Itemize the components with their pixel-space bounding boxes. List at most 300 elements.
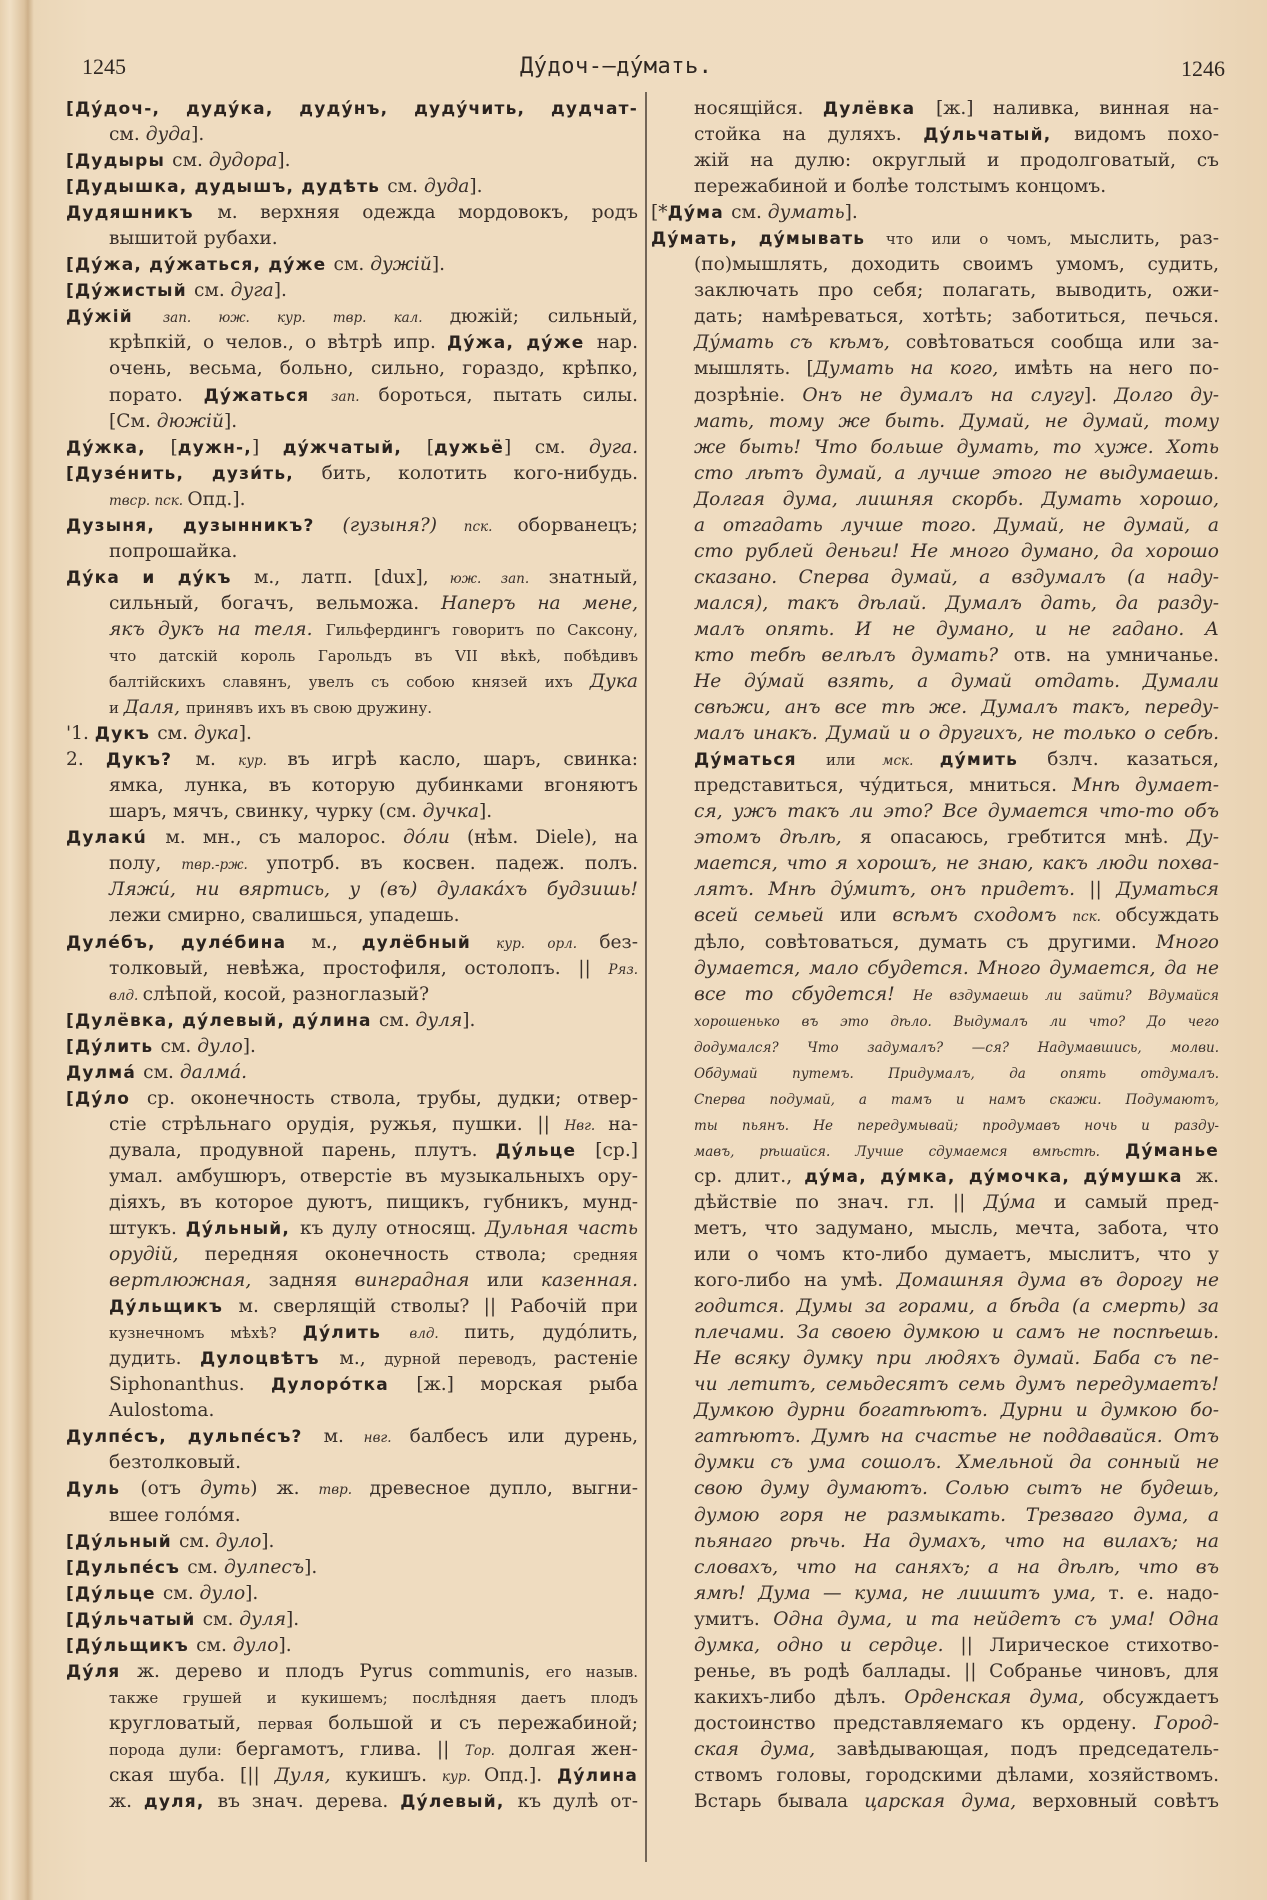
text-line xyxy=(66,1190,638,1216)
italic-text: ты пьянъ. Не передумывай; продумавъ ночь и разду- xyxy=(694,1117,1219,1134)
italic-text: додумался? Что задумалъ? —ся? Надумавшись, молви. xyxy=(694,1039,1219,1056)
body-text: передняя оконечность ствола; xyxy=(204,1244,573,1266)
body-text: обсуждать xyxy=(1115,905,1219,927)
italic-text: (гузыня?) xyxy=(342,514,464,536)
headword: Дукъ xyxy=(94,724,158,745)
italic-text: дуло xyxy=(215,1530,262,1552)
headword: дýмить xyxy=(939,750,1048,771)
text-line xyxy=(66,721,638,747)
italic-text: Дýмать съ кѣмъ, xyxy=(694,332,906,354)
headword: дулёбный xyxy=(361,932,497,953)
body-text: [ xyxy=(426,436,434,458)
headword: Дулёвка xyxy=(822,99,936,119)
text-line xyxy=(66,1607,638,1633)
text-line xyxy=(651,591,1219,617)
body-text: въ игрѣ касло, шаръ, свинка: xyxy=(287,749,638,771)
headword: Дулéбъ, дулéбина xyxy=(66,932,312,953)
body-text: см. xyxy=(172,150,209,172)
body-text: Siphonanthus. xyxy=(109,1374,271,1396)
text-line xyxy=(66,278,638,304)
text-line xyxy=(66,747,638,773)
text-line xyxy=(651,356,1219,382)
headword: [Дульпéсъ xyxy=(66,1557,188,1578)
italic-text: сто лѣтъ думай, а лучше этого не выдумаешь. xyxy=(694,462,1219,484)
headword: Дýлина xyxy=(556,1766,638,1786)
text-line xyxy=(66,1372,638,1398)
text-line xyxy=(651,1164,1219,1190)
italic-text: сказано. Сперва думай, а вздумалъ (а наду- xyxy=(694,566,1219,588)
body-text: задняя xyxy=(268,1270,355,1292)
text-line xyxy=(651,643,1219,669)
body-text: безтолковый. xyxy=(109,1452,242,1474)
text-line xyxy=(651,200,1219,226)
text-line xyxy=(66,956,638,982)
text-line xyxy=(66,513,638,539)
headword: Дулакú xyxy=(66,828,166,849)
body-text: нар. xyxy=(596,332,638,354)
body-text: м., xyxy=(339,1348,385,1370)
italic-text: Дука xyxy=(589,671,638,693)
body-text: ж. xyxy=(109,1791,144,1813)
body-text: носящійся. xyxy=(694,98,823,119)
italic-text: чи летитъ, семьдесятъ семь думъ передумаетъ! xyxy=(694,1374,1219,1396)
italic-text: орудій, xyxy=(109,1244,205,1266)
body-text: ср. оконечность ствола, трубы, дудки; отвер- xyxy=(146,1087,638,1109)
italic-text: Мнѣ думает- xyxy=(1072,775,1219,797)
headword: [Дýльчатый xyxy=(66,1609,203,1630)
text-line xyxy=(66,1711,638,1737)
body-text: ствомъ головы, городскими дѣлами, хозяйствомъ. xyxy=(694,1765,1219,1786)
italic-text: дулпесъ xyxy=(223,1556,305,1578)
body-text: крѣпкій, о челов., о вѣтрѣ ипр. xyxy=(109,332,448,354)
body-text: заключать про себя; полагать, выводить, ожи- xyxy=(694,280,1219,302)
text-line xyxy=(66,1268,638,1294)
body-text: принявъ ихъ въ свою дружину. xyxy=(185,699,433,718)
italic-text: вертлюжная, xyxy=(109,1270,269,1292)
body-text: имѣть на него по- xyxy=(1014,358,1220,380)
body-text: ж. дерево и плодъ Pyrus communis, xyxy=(136,1660,546,1682)
text-line xyxy=(651,1216,1219,1242)
text-line xyxy=(66,1659,638,1685)
text-line xyxy=(651,1060,1219,1086)
text-line xyxy=(651,1659,1219,1685)
body-text: что или о чомъ, xyxy=(885,230,1070,249)
body-text: (нѣм. Diele), на xyxy=(467,827,638,849)
body-text: кузнечномъ мѣхѣ? xyxy=(109,1324,303,1343)
body-text: ж. xyxy=(1195,1165,1219,1187)
body-text: [ж.] наливка, винная на- xyxy=(935,98,1219,119)
text-line xyxy=(66,695,638,721)
headword: Дýльце xyxy=(495,1140,596,1161)
headword: [Дýльце xyxy=(66,1583,163,1604)
body-text: ]. xyxy=(245,1582,259,1604)
body-text: шаръ, мячъ, свинку, чурку (см. xyxy=(109,801,423,823)
headword: [Дýло xyxy=(66,1088,147,1109)
body-text: къ дулѣ от- xyxy=(517,1791,638,1813)
italic-text: мавъ, рѣшайся. Лучше сдумаемся вмѣстѣ. xyxy=(694,1143,1125,1160)
body-text: ]. xyxy=(286,1608,300,1630)
headword: Дýка и дýкъ xyxy=(66,567,254,588)
text-line xyxy=(66,1450,638,1476)
body-text: я опасаюсь, гребтится мнѣ. xyxy=(860,827,1187,849)
italic-text: дуга xyxy=(230,280,274,302)
italic-text: Даля, xyxy=(123,697,186,719)
text-line xyxy=(66,383,638,409)
body-text: см. xyxy=(143,1061,180,1083)
body-text: (отъ xyxy=(140,1478,200,1500)
headword: Дýлить xyxy=(302,1323,410,1344)
italic-text: царская дума, xyxy=(864,1791,1033,1813)
body-text: см. xyxy=(333,254,371,276)
body-text: умал. амбушюръ, отверстіе въ музыкальныхъ ору- xyxy=(109,1165,638,1187)
headword: Дýльчатый, xyxy=(923,125,1075,146)
body-text: стойка на дуляхъ. xyxy=(694,124,924,146)
text-line xyxy=(651,1529,1219,1555)
body-text: Aulostoma. xyxy=(109,1400,215,1422)
italic-text: дуга. xyxy=(589,436,638,458)
text-line xyxy=(651,461,1219,487)
headword: Дýжій xyxy=(66,307,163,328)
body-text: дѣйствіе по знач. гл. || xyxy=(694,1191,984,1213)
italic-text: Сперва подумай, а тамъ и намъ скажи. Подумаютъ, xyxy=(694,1091,1219,1108)
italic-text: думать xyxy=(767,202,845,224)
text-line xyxy=(651,1607,1219,1633)
body-text: балбесъ или дурень, xyxy=(409,1426,638,1448)
body-text: попрошайка. xyxy=(109,540,238,562)
italic-text: всѣмъ сходомъ xyxy=(892,905,1073,927)
body-text: употрб. въ косвен. падеж. полъ. xyxy=(266,853,638,875)
headword: дуля, xyxy=(143,1792,218,1813)
body-text: его назыв. xyxy=(545,1662,639,1681)
italic-text: Обдумай путемъ. Придумалъ, да опять отдумалъ. xyxy=(694,1065,1219,1082)
italic-text: свою думу думаютъ. Солью сытъ не будешь, xyxy=(694,1478,1219,1500)
body-text: ]. xyxy=(277,150,291,172)
text-line xyxy=(651,252,1219,278)
body-text: '1. xyxy=(66,723,95,745)
body-text: отв. на умничанье. xyxy=(1013,644,1220,666)
body-text: см. xyxy=(157,723,194,745)
italic-text: а отгадать лучше того. Думай, не думай, а xyxy=(694,514,1219,536)
body-text: стіе стрѣльнаго орудія, ружья, пушки. || xyxy=(109,1113,565,1135)
body-text: ]. xyxy=(844,202,858,224)
body-text: ]. xyxy=(431,254,446,276)
italic-text: хорошенько въ это дѣло. Выдумалъ ли что? До чего xyxy=(694,1013,1219,1030)
body-text: м., латп. [dux], xyxy=(253,566,450,588)
text-line xyxy=(66,1763,638,1789)
italic-text: Думать на кого, xyxy=(813,358,1015,380)
body-text: т. е. надо- xyxy=(1108,1582,1219,1604)
body-text: м. xyxy=(195,749,239,771)
text-line xyxy=(651,435,1219,461)
italic-text: винградная xyxy=(354,1270,487,1292)
italic-text: Город- xyxy=(1154,1712,1219,1734)
body-text: дать; намѣреваться, хотѣть; заботиться, печься. xyxy=(694,306,1219,328)
body-text: дѣло, совѣтоваться, думать съ другими. xyxy=(694,931,1156,953)
body-text: м. сверлящій стволы? || Рабочій при xyxy=(238,1296,638,1318)
italic-text: Ду- xyxy=(1186,827,1219,849)
text-line xyxy=(651,1789,1219,1815)
text-line xyxy=(66,1398,638,1424)
body-text: вшее голóмя. xyxy=(109,1504,241,1526)
text-line xyxy=(651,539,1219,565)
italic-text: дóли xyxy=(403,827,468,849)
body-text: см. xyxy=(178,1530,216,1552)
italic-text: думка, одно и сердце. xyxy=(694,1634,961,1656)
body-text: Опд.]. xyxy=(483,1765,557,1786)
headword: Дулоцвѣтъ xyxy=(200,1349,340,1370)
text-line xyxy=(651,1112,1219,1138)
body-text: толковый, невѣжа, простофиля, остолопъ. || xyxy=(109,957,609,979)
italic-text: лятъ. Мнѣ дýмитъ, онъ придетъ. xyxy=(694,879,1090,901)
headword: Дулорóтка xyxy=(271,1375,417,1396)
headword: Дýлевый, xyxy=(400,1792,518,1813)
text-line xyxy=(651,903,1219,929)
text-line xyxy=(651,1346,1219,1372)
headword: [Дýлить xyxy=(66,1036,161,1057)
headword: [Дузéнить, дузи́ть, xyxy=(66,463,322,484)
headword: Дýльщикъ xyxy=(109,1297,239,1318)
headword: Дýжаться xyxy=(203,385,332,406)
body-text: ср. длит., xyxy=(694,1165,805,1187)
text-line xyxy=(66,565,638,591)
body-text: дувала, продувной парень, плутъ. xyxy=(109,1139,496,1161)
text-line xyxy=(651,122,1219,148)
body-text: см. xyxy=(387,176,424,198)
text-line xyxy=(66,226,638,252)
italic-text: казенная. xyxy=(540,1270,638,1292)
body-text: жій на дулю: округлый и продолговатый, съ xyxy=(694,150,1219,172)
body-text: представиться, чýдиться, мниться. xyxy=(694,775,1073,797)
text-line xyxy=(651,1372,1219,1398)
text-line xyxy=(66,435,638,461)
body-text: см. xyxy=(196,1634,233,1656)
body-text: завѣдывающая, подъ председатель- xyxy=(836,1738,1219,1760)
text-line xyxy=(66,461,638,487)
body-text: см. xyxy=(193,280,231,302)
text-line xyxy=(651,304,1219,330)
page-header xyxy=(0,48,1267,81)
italic-text: дуда xyxy=(423,176,470,198)
body-text: ] xyxy=(251,436,283,458)
text-line xyxy=(66,1086,638,1112)
text-line xyxy=(66,1242,638,1268)
body-text: къ дулу относящ. xyxy=(299,1218,485,1240)
body-text: большой и съ пережабиной; xyxy=(328,1712,638,1734)
headword: дужн-, xyxy=(177,437,252,458)
text-line xyxy=(651,1190,1219,1216)
text-line xyxy=(651,1711,1219,1737)
body-text: см. xyxy=(109,124,146,146)
body-text: [* xyxy=(651,202,668,224)
text-line xyxy=(66,96,638,122)
text-line xyxy=(651,1581,1219,1607)
italic-text: Одна дума, и та нейдетъ съ ума! Одна xyxy=(773,1608,1220,1630)
text-line xyxy=(651,877,1219,903)
body-text: Встарь бывала xyxy=(694,1791,865,1813)
italic-text: Дульная часть xyxy=(485,1218,639,1240)
body-text: или xyxy=(825,751,883,770)
italic-text: влд. xyxy=(109,987,143,1004)
text-line xyxy=(651,956,1219,982)
body-text: сильный, богачъ, вельможа. xyxy=(109,592,441,614)
body-text: бороться, пытать силы. xyxy=(378,384,638,406)
text-line xyxy=(66,982,638,1008)
text-line xyxy=(651,799,1219,825)
text-line xyxy=(651,1763,1219,1789)
italic-text: этомъ дѣлѣ, xyxy=(694,827,861,849)
italic-text: мается, что я хорошъ, не знаю, какъ люди похва- xyxy=(694,853,1219,875)
body-text: [См. xyxy=(109,410,157,432)
italic-text: Не всяку думку при людяхъ думай. Баба съ пе- xyxy=(694,1348,1219,1370)
text-line xyxy=(651,617,1219,643)
headword: [Дýдоч-, дудýка, дудýнъ, дудýчить, дудчат- xyxy=(66,99,638,119)
italic-text: дуло xyxy=(232,1634,279,1656)
body-text: также грушей и кукишемъ; послѣдняя даетъ плодъ xyxy=(109,1688,638,1707)
text-line xyxy=(651,1555,1219,1581)
text-line xyxy=(66,1164,638,1190)
page-number-left: 1245 xyxy=(82,54,126,79)
text-line xyxy=(66,304,638,330)
body-text: обсуждаетъ xyxy=(1102,1686,1219,1708)
text-line xyxy=(651,226,1219,252)
body-text: см. xyxy=(187,1556,224,1578)
column-divider xyxy=(645,92,647,1862)
text-line xyxy=(66,1216,638,1242)
italic-text: дуло xyxy=(197,1035,243,1057)
body-text: лежи смирно, свалишься, упадешь. xyxy=(109,905,460,927)
text-line xyxy=(66,1034,638,1060)
body-text: ) ж. xyxy=(250,1478,319,1500)
body-text: бергамотъ, глива. || xyxy=(236,1738,465,1760)
text-line xyxy=(651,721,1219,747)
body-text: діяхъ, въ которое дуютъ, пищикъ, губникъ, мунд- xyxy=(109,1191,638,1213)
body-text: или xyxy=(839,905,893,927)
italic-text: Ряз. xyxy=(608,961,638,978)
body-text: вышитой рубахи. xyxy=(109,228,278,250)
italic-text: малъ опять. И не думано, и не гадано. А xyxy=(694,618,1219,640)
body-text: [ж.] морская рыба xyxy=(416,1374,638,1396)
headword: [Дудышка, дудышъ, дудѣть xyxy=(66,177,388,198)
body-text: и самый пред- xyxy=(1053,1191,1219,1213)
headword: [Дýжистый xyxy=(66,281,194,302)
text-line xyxy=(651,930,1219,956)
italic-text: якъ дукъ на теля. xyxy=(109,618,326,640)
text-line xyxy=(651,1320,1219,1346)
body-text: бзлч. казаться, xyxy=(1047,749,1219,771)
text-line xyxy=(651,96,1219,122)
headword: Дузыня, дузынникъ? xyxy=(66,515,343,536)
text-line xyxy=(651,1398,1219,1424)
text-line xyxy=(651,330,1219,356)
italic-text: Думкою дурни богатѣютъ. Дурни и думкою бо- xyxy=(694,1400,1219,1422)
italic-text: Наперъ на мене, xyxy=(440,592,638,614)
body-text: без- xyxy=(599,931,638,953)
italic-text: ямѣ! Дума — кума, не лишитъ ума, xyxy=(694,1582,1109,1604)
body-text: Опд.]. xyxy=(187,488,246,510)
body-text: или xyxy=(486,1270,541,1292)
body-text: совѣтоваться сообща или за- xyxy=(905,332,1219,354)
text-line xyxy=(66,591,638,617)
italic-text: малъ инакъ. Думай и о другихъ, не только о себѣ. xyxy=(694,723,1219,745)
text-line xyxy=(66,669,638,695)
body-text: см. xyxy=(731,202,768,224)
italic-text: дуля xyxy=(239,1608,287,1630)
headword: [Дýжа, дýжаться, дýже xyxy=(66,255,334,276)
text-line xyxy=(66,773,638,799)
body-text: ]. xyxy=(242,1035,256,1057)
body-text: ] см. xyxy=(503,436,590,458)
body-text: мыслить, раз- xyxy=(1069,228,1219,250)
body-text: балтійскихъ славянъ, увелъ съ собою князей ихъ xyxy=(109,673,590,692)
italic-text: ся, ужъ такъ ли это? Все думается что-то объ xyxy=(694,801,1219,823)
italic-text: Долгая дума, лишняя скорбь. Думать хорошо, xyxy=(694,488,1219,510)
italic-text: Не вздумаешь ли зайти? Вдумайся xyxy=(912,987,1220,1004)
text-line xyxy=(651,1424,1219,1450)
text-line xyxy=(651,409,1219,435)
text-line xyxy=(66,1008,638,1034)
text-line xyxy=(66,1424,638,1450)
italic-text: дуда xyxy=(145,124,192,146)
text-line xyxy=(651,1242,1219,1268)
text-line xyxy=(66,330,638,356)
body-text: || Лирическое стихотво- xyxy=(960,1634,1219,1656)
headword: Дýжа, дýже xyxy=(447,333,597,354)
text-line xyxy=(651,695,1219,721)
italic-text: Ляжú, ни вяртись, у (въ) дулакáхъ будзишь! xyxy=(109,879,638,901)
body-text: полу, xyxy=(109,853,182,875)
text-line xyxy=(651,982,1219,1008)
headword: [Дýльный xyxy=(66,1531,179,1552)
italic-text: кур. xyxy=(441,1769,484,1785)
running-title: Дýдоч-—дýмать. xyxy=(520,54,713,79)
right-column xyxy=(651,96,1219,1815)
text-line xyxy=(66,252,638,278)
text-line xyxy=(651,1737,1219,1763)
headword: Дýмать, дýмывать xyxy=(651,229,886,250)
italic-text: твр.-рж. xyxy=(181,857,267,874)
body-text: см. xyxy=(378,1009,416,1031)
italic-text: думается, мало сбудется. Много думается, да не xyxy=(694,957,1219,979)
body-text: пить, дудóлить, xyxy=(464,1322,638,1344)
text-line xyxy=(651,383,1219,409)
body-text: умитъ. xyxy=(694,1608,774,1630)
italic-text: влд. xyxy=(409,1326,465,1343)
text-line xyxy=(66,122,638,148)
text-line xyxy=(66,877,638,903)
headword: Дулмá xyxy=(66,1062,144,1083)
body-text: ренье, въ родѣ баллады. || Собранье чиновъ, для xyxy=(694,1660,1219,1682)
body-text: пережабиной и болѣе толстымъ концомъ. xyxy=(694,176,1107,198)
italic-text: твр. xyxy=(318,1482,370,1499)
headword: Дукъ? xyxy=(105,750,196,771)
left-column xyxy=(66,96,638,1815)
italic-text: Думаться xyxy=(1116,879,1219,901)
body-text: оборванецъ; xyxy=(517,514,639,536)
italic-text: сто рублей деньги! Не много думано, да хорошо xyxy=(694,540,1219,562)
body-text: растеніе xyxy=(553,1348,638,1370)
italic-text: Нвг. xyxy=(564,1117,609,1134)
italic-text: дюжій xyxy=(156,410,224,432)
italic-text: Дýма xyxy=(983,1191,1054,1213)
italic-text: мать, тому же быть. Думай, не думай, тому xyxy=(694,410,1219,432)
text-line xyxy=(66,1476,638,1502)
text-line xyxy=(651,148,1219,174)
text-line xyxy=(651,1294,1219,1320)
body-text: штукъ. xyxy=(109,1218,186,1240)
body-text: слѣпой, косой, разноглазый? xyxy=(142,983,430,1005)
headword: [Дулёвка, дýлевый, дýлина xyxy=(66,1010,379,1031)
text-line xyxy=(66,148,638,174)
